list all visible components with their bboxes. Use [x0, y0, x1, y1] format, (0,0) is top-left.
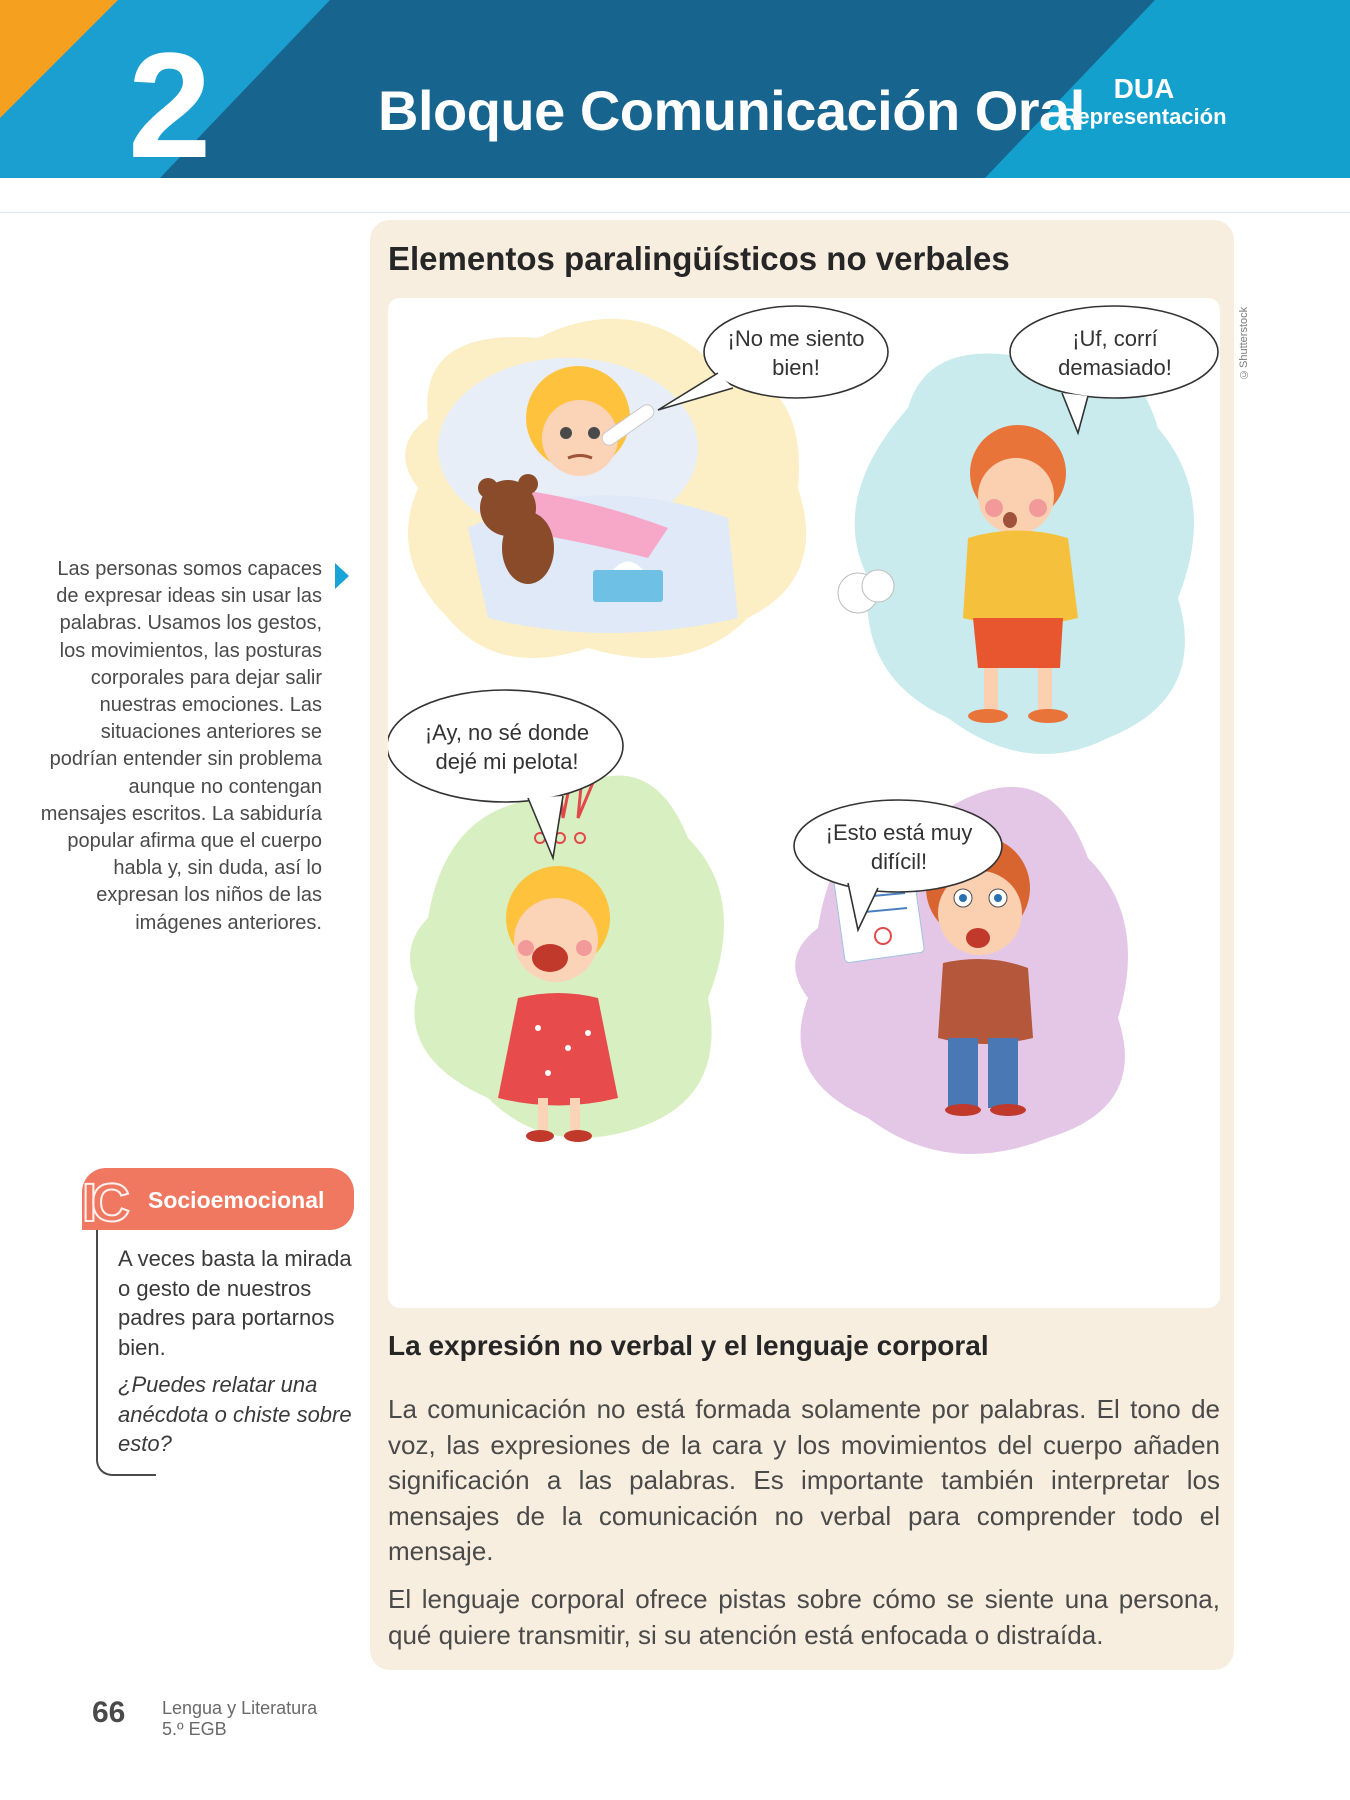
socio-question: ¿Puedes relatar una anécdota o chiste sobre esto?	[118, 1372, 352, 1456]
speech-bubble-difficult: ¡Esto está muy difícil!	[825, 820, 973, 874]
triangle-pointer-icon	[335, 563, 349, 589]
dua-label: DUA	[1113, 73, 1175, 104]
chapter-number: 2	[128, 21, 212, 178]
footer-subject: Lengua y Literatura	[162, 1698, 318, 1718]
dua-badge	[1060, 74, 1228, 130]
section-subtitle: La expresión no verbal y el lenguaje corporal	[388, 1330, 989, 1361]
image-credit: ©Shutterstock	[1238, 306, 1250, 380]
page-number: 66	[92, 1696, 126, 1729]
crying-girl-illustration	[410, 766, 724, 1142]
children-illustration	[388, 298, 1220, 1308]
section-title: Elementos paralingüísticos no verbales	[388, 240, 1010, 277]
speech-bubble-sick: ¡No me siento bien!	[727, 326, 865, 380]
tired-boy-illustration	[838, 351, 1194, 754]
illustration-panel	[388, 298, 1220, 1308]
socio-logo-icon: IC	[82, 1173, 124, 1233]
block-title: Bloque Comunicación Oral	[378, 79, 1085, 142]
body-paragraph-1: La comunicación no está formada solamente por palabras. El tono de voz, las expresiones de la cara y los movimientos del cuerpo añaden significación a las palabras. Es importante también interpretar los mensajes de la comunicación no verbal para comprender todo el mensaje.	[388, 1394, 1220, 1566]
socio-title: Socioemocional	[148, 1187, 325, 1213]
body-paragraph-2: El lenguaje corporal ofrece pistas sobre cómo se siente una persona, qué quiere transmitir, si su atención está enfocada o distraída.	[388, 1584, 1220, 1650]
dua-representation-label: Representación	[1061, 104, 1227, 129]
sidebar-note: Las personas somos capaces de expresar ideas sin usar las palabras. Usamos los gestos, los movimientos, las posturas corporales para dejar salir nuestras emociones. Las situaciones anteriores se podrían entender sin problema aunque no contengan mensajes escritos. La sabiduría popular afirma que el cuerpo habla y, sin duda, así lo expresan los niños de las imágenes anteriores.	[40, 558, 322, 934]
speech-bubble-ball: ¡Ay, no sé donde dejé mi pelota!	[424, 720, 590, 774]
footer-grade: 5.º EGB	[162, 1719, 227, 1739]
header-divider	[0, 212, 1350, 213]
socio-body: A veces basta la mirada o gesto de nuestros padres para portarnos bien.	[118, 1246, 352, 1360]
chapter-header	[0, 0, 1350, 178]
speech-bubble-tired: ¡Uf, corrí demasiado!	[1058, 326, 1172, 380]
